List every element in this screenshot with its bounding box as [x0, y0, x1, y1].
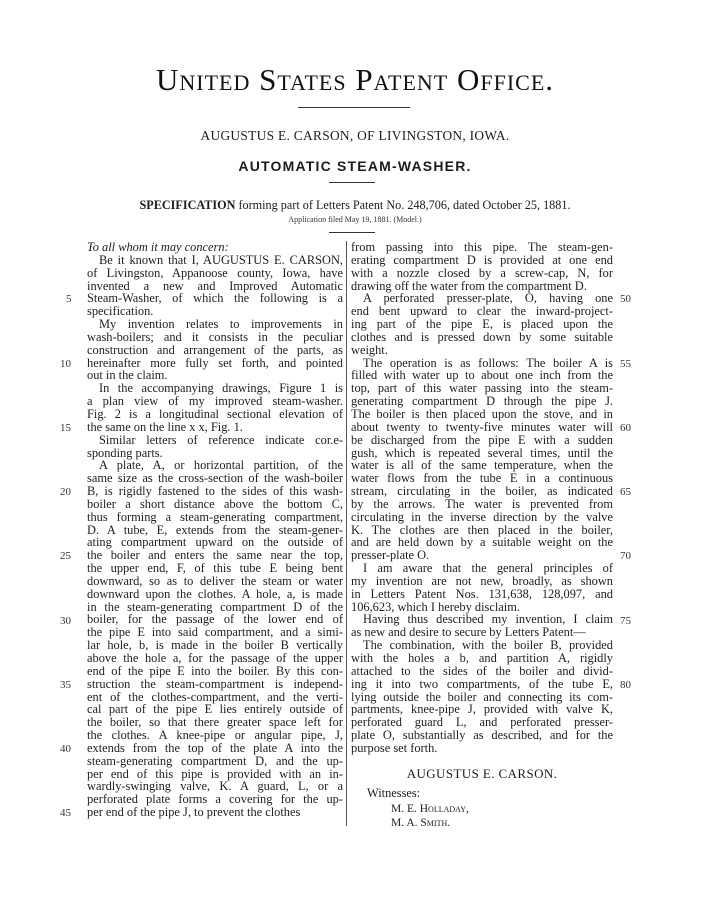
text-line: stream, circulating in the boiler, as indicated [351, 484, 613, 499]
text-line: and are held down by a suitable weight on the [351, 535, 613, 550]
text-line: be discharged from the pipe E with a sudden [351, 432, 613, 447]
text-line: drawing off the water from the compartment D. [351, 278, 587, 293]
text-line: ing part of the pipe E, is placed upon the [351, 317, 613, 332]
witnesses-label: Witnesses: [367, 786, 421, 800]
text-line: my invention are not new, broadly, as shown [351, 573, 613, 588]
text-line: top, part of this water passing into the steam- [351, 381, 613, 396]
patent-office-heading: United States Patent Office. [155, 62, 555, 97]
text-line: ating compartment upward on the outside of [87, 535, 343, 550]
text-line: plate O, substantially as described, and for the [351, 728, 613, 743]
text-line: partments, knee-pipe J, provided with valve K, [351, 702, 613, 717]
text-line: boiler, for the passage of the lower end of [87, 612, 343, 627]
text-line: generating compartment D through the pipe J. [351, 394, 613, 409]
text-line: with a nozzle closed by a screw-cap, N, for [351, 265, 613, 280]
text-line: in the steam-generating compartment D of the [87, 599, 343, 614]
specification-text: forming part of Letters Patent No. 248,706, dated October 25, 1881. [238, 198, 571, 212]
text-line: water flows from the tube E in a continuous [351, 471, 613, 486]
text-line: with the holes a b, and partition A, rigidly [351, 651, 613, 665]
text-line: purpose set forth. [351, 740, 438, 755]
text-line: perforated plate forms a covering for the up- [87, 792, 343, 807]
text-line: A perforated presser-plate, O, having one [363, 291, 613, 306]
text-line: ing it into two compartments, of the tube E, [351, 676, 613, 691]
text-line: downward upon the clothes. A hole, a, is made [87, 586, 343, 601]
invention-title: AUTOMATIC STEAM-WASHER. [238, 158, 472, 174]
text-line: D. A tube, E, extends from the steam-gener- [87, 522, 343, 537]
text-line: extends from the top of the plate A into the [87, 740, 343, 755]
line-number: 70 [620, 550, 631, 563]
text-line: downward, so as to deliver the steam or water [87, 573, 343, 588]
text-line: the boiler and enters the same near the top, [87, 548, 343, 563]
text-line: the clothes. A knee-pipe or angular pipe, J, [87, 728, 343, 743]
text-line: erating compartment D is provided at one end [351, 252, 613, 267]
text-line: Similar letters of reference indicate cor.e- [99, 432, 343, 447]
text-line: end of the pipe E into the boiler. By this con- [87, 663, 343, 678]
text-line: Steam-Washer, of which the following is a [87, 291, 343, 306]
column-divider [346, 241, 347, 826]
line-number: 20 [60, 486, 71, 499]
text-line: same size as the cross-section of the wash-boiler [87, 471, 343, 486]
text-line: The combination, with the boiler B, provided [363, 638, 613, 653]
text-line: circulating in the inverse direction by the valve [351, 509, 613, 524]
text-line: struction the steam-compartment is independ- [87, 676, 343, 691]
witness-name: M. E. Holladay, [391, 803, 469, 815]
text-line: end bent upward to clear the inward-project- [351, 304, 613, 319]
specification-label: SPECIFICATION [139, 198, 236, 212]
text-line: steam-generating compartment D, and the up- [87, 753, 343, 768]
text-line: lar hole, b, is made in the boiler B vertically [87, 638, 343, 653]
text-line: wash-boilers; and it consists in the peculiar [87, 329, 343, 344]
text-line: per end of the pipe J, to prevent the clothes [87, 805, 301, 820]
line-number: 35 [60, 678, 71, 691]
line-number: 10 [60, 357, 71, 370]
text-line: clothes and is pressed down by some suitable [351, 329, 613, 344]
text-line: in Letters Patent Nos. 131,638, 128,097, and [351, 586, 613, 601]
text-line: cal part of the pipe E lies entirely outside of [87, 702, 343, 717]
text-line: the upper end, F, of this tube E being bent [87, 561, 343, 576]
heading-rule [298, 107, 410, 108]
text-line: Fig. 2 is a longitudinal sectional elevation of [87, 406, 343, 421]
text-line: from passing into this pipe. The steam-gen- [351, 240, 613, 254]
text-line: The boiler is then placed upon the stove, and in [351, 406, 613, 421]
line-number: 55 [620, 357, 631, 370]
line-number: 50 [620, 293, 631, 306]
line-number: 60 [620, 421, 631, 434]
text-line: invented a new and Improved Automatic [87, 278, 343, 293]
line-number: 30 [60, 614, 71, 627]
text-line: filled with water up to about one inch from the [351, 368, 613, 383]
text-line: boiler a short distance above the bottom C, [87, 496, 343, 511]
text-line: attached to the sides of the boiler and divid- [351, 663, 613, 678]
spec-rule [329, 232, 375, 233]
text-line: ent of the clothes-compartment, and the verti- [87, 689, 343, 704]
text-line: as new and desire to secure by Letters Patent— [351, 625, 586, 640]
text-line: the pipe E into said compartment, and a simi- [87, 625, 343, 640]
text-line: sponding parts. [87, 445, 163, 460]
text-line: 106,623, which I hereby disclaim. [351, 599, 520, 614]
text-line: lying outside the boiler and connecting its com- [351, 689, 613, 704]
left-column [87, 241, 343, 819]
right-column [351, 241, 613, 755]
text-line: by the arrows. The water is prevented from [351, 496, 613, 511]
text-line: construction and arrangement of the parts, as [87, 342, 343, 357]
line-number: 65 [620, 486, 631, 499]
text-line: the boiler, so that there greater space left for [87, 715, 343, 730]
text-line: My invention relates to improvements in [99, 317, 343, 332]
text-line: hereinafter more fully set forth, and pointed [87, 355, 343, 370]
text-line: water is all of the same temperature, when the [351, 458, 613, 473]
text-line: wardly-swinging valve, K. A guard, L, or a [87, 779, 343, 794]
text-line: Be it known that I, AUGUSTUS E. CARSON, [99, 252, 343, 267]
text-line: gush, which is repeated several times, until the [351, 445, 613, 460]
line-number: 80 [620, 678, 631, 691]
text-line: per end of this pipe is provided with an in- [87, 766, 343, 781]
text-line: B, is rigidly fastened to the sides of this wash- [87, 484, 343, 499]
line-number: 15 [60, 421, 71, 434]
witness-name: M. A. Smith. [391, 817, 451, 829]
text-line: To all whom it may concern: [87, 240, 229, 254]
text-line: the same on the line x x, Fig. 1. [87, 419, 243, 434]
inventor-signature: AUGUSTUS E. CARSON. [406, 766, 558, 781]
inventor-line: AUGUSTUS E. CARSON, OF LIVINGSTON, IOWA. [200, 128, 510, 143]
text-line: The operation is as follows: The boiler A is [363, 355, 613, 370]
text-line: a plan view of my improved steam-washer. [87, 394, 343, 409]
text-line: above the hole a, for the passage of the upper [87, 651, 343, 665]
line-number: 25 [60, 550, 71, 563]
text-line: presser-plate O. [351, 548, 430, 563]
line-number: 5 [66, 293, 72, 306]
title-rule [329, 182, 375, 183]
text-line: about twenty to twenty-five minutes water will [351, 419, 613, 434]
text-line: I am aware that the general principles of [363, 561, 613, 576]
text-line: A plate, A, or horizontal partition, of the [99, 458, 343, 473]
text-line: specification. [87, 304, 154, 319]
text-line: thus forming a steam-generating compartment, [87, 509, 343, 524]
text-line: of Livingston, Appanoose county, Iowa, have [87, 265, 343, 280]
line-number: 40 [60, 743, 71, 756]
text-line: Having thus described my invention, I claim [363, 612, 613, 627]
text-line: out in the claim. [87, 368, 168, 383]
line-number: 75 [620, 614, 631, 627]
specification-line [0, 198, 710, 213]
application-filed: Application filed May 19, 1881. (Model.) [288, 215, 422, 224]
line-number: 45 [60, 807, 71, 820]
text-line: K. The clothes are then placed in the boiler, [351, 522, 613, 537]
text-line: perforated guard L, and perforated presser- [351, 715, 613, 730]
text-line: In the accompanying drawings, Figure 1 is [99, 381, 343, 396]
text-line: weight. [351, 342, 388, 357]
